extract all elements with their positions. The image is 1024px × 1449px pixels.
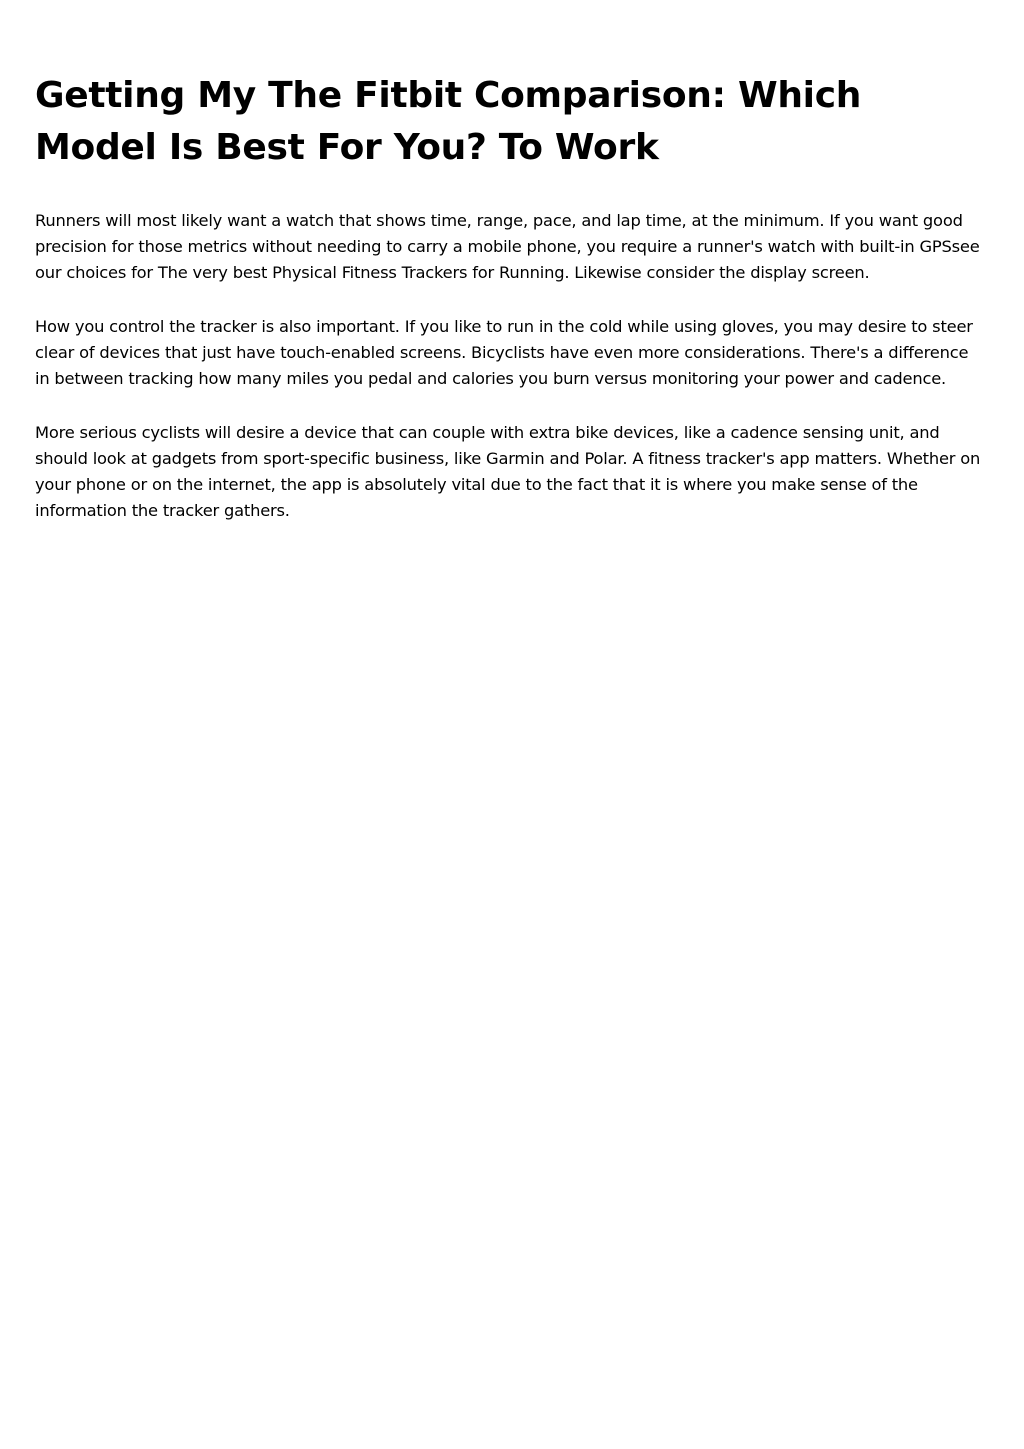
paragraph-runners: Runners will most likely want a watch that shows time, range, pace, and lap time, at the minimum. If you want good precision for those metrics without needing to carry a mobile phone, you require a runner's watch with built-in GPSsee our choices for The very best Physical Fitness Trackers for Running. Likewise consider the display screen.: [35, 211, 980, 282]
paragraph-cyclists: More serious cyclists will desire a device that can couple with extra bike devices, like a cadence sensing unit, and should look at gadgets from sport-specific business, like Garmin and Polar. A fitness tracker's app matters. Whether on your phone or on the internet, the app is absolutely vital due to the fact that it is where you make sense of the information the tracker gathers.: [35, 423, 981, 520]
page-title: Getting My The Fitbit Comparison: Which Model Is Best For You? To Work: [35, 75, 862, 168]
paragraph-tracker-control: How you control the tracker is also important. If you like to run in the cold while using gloves, you may desire to steer clear of devices that just have touch-enabled screens. Bicyclists have even more considerations. There's a difference in between tracking how many miles you pedal and calories you burn versus monitoring your power and cadence.: [35, 317, 973, 388]
document-page: [35, 70, 985, 524]
